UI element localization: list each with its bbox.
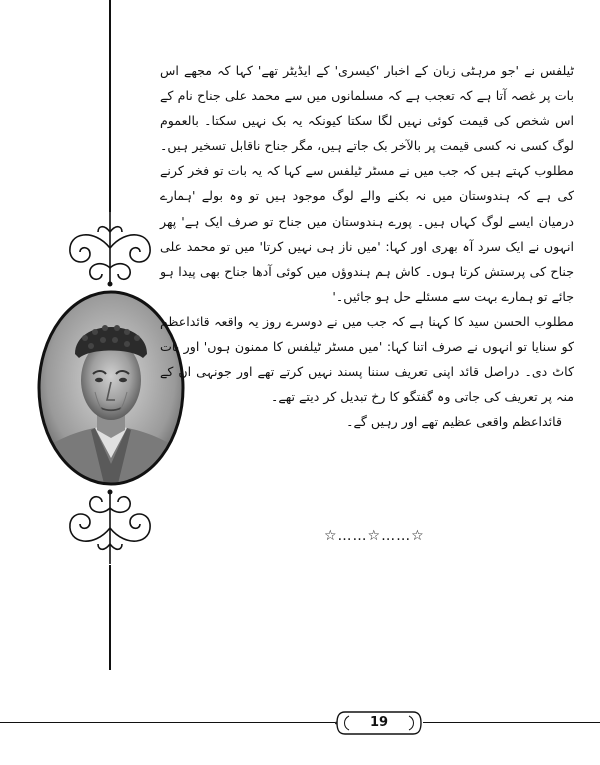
scroll-ornament-bottom	[58, 488, 162, 568]
star-separator: ☆……☆……☆	[324, 528, 425, 544]
paragraph-1: ٹیلفس نے 'جو مرہٹی زبان کے اخبار 'کیسری' کے ایڈیٹر تھے' کہا کہ مجھے اس بات پر غصہ آتا ہے کہ تعجب ہے کہ مسلمانوں میں سے محمد علی جناح نام کے اس شخص کی قیمت کوئی نہیں لگا سکتا کیونکہ یہ بک نہیں سکتا۔ بالعموم لوگ کسی نہ کسی قیمت پر بالآخر بک جاتے ہیں، مگر جناح ناقابل تسخیر ہیں۔ مطلوب کہتے ہیں کہ جب میں نے مسٹر ٹیلفس سے کہا کہ یہ بات تو فخر کرنے کی ہے کہ ہندوستان میں نہ بکنے والے لوگ موجود ہیں تو وہ بولے 'ہمارے درمیان ایسے لوگ کہاں ہیں۔ پورے ہندوستان میں جناح تو صرف ایک ہے' پھر انہوں نے ایک سرد آہ بھری اور کہا: 'میں ناز ہی نہیں کرتا' میں تو محمد علی جناح کی پرستش کرتا ہوں۔ کاش ہم ہندوؤں میں کوئی آدھا جناح بھی پیدا ہو جائے تو ہمارے بہت سے مسئلے حل ہو جائیں۔'	[160, 63, 574, 304]
article-text	[160, 58, 574, 434]
page-number: 19	[369, 715, 389, 730]
left-border-line-top	[109, 0, 111, 212]
paragraph-2: مطلوب الحسن سید کا کہنا ہے کہ جب میں نے دوسرے روز یہ واقعہ قائداعظم کو سنایا تو انہوں نے صرف اتنا کہا: 'میں مسٹر ٹیلفس کا ممنون ہوں' اور بات کاٹ دی۔ دراصل قائد اپنی تعریف سننا پسند نہیں کرتے تھے اور جونہی ان کے منہ پر تعریف کی جاتی وہ گفتگو کا رخ تبدیل کر دیتے تھے۔	[160, 313, 574, 405]
left-border-line-bottom	[109, 565, 111, 670]
scroll-ornament-top	[58, 208, 162, 288]
paragraph-3: قائداعظم واقعی عظیم تھے اور رہیں گے۔	[346, 414, 562, 430]
footer-line-left	[0, 722, 335, 723]
footer-line-right	[423, 722, 600, 723]
